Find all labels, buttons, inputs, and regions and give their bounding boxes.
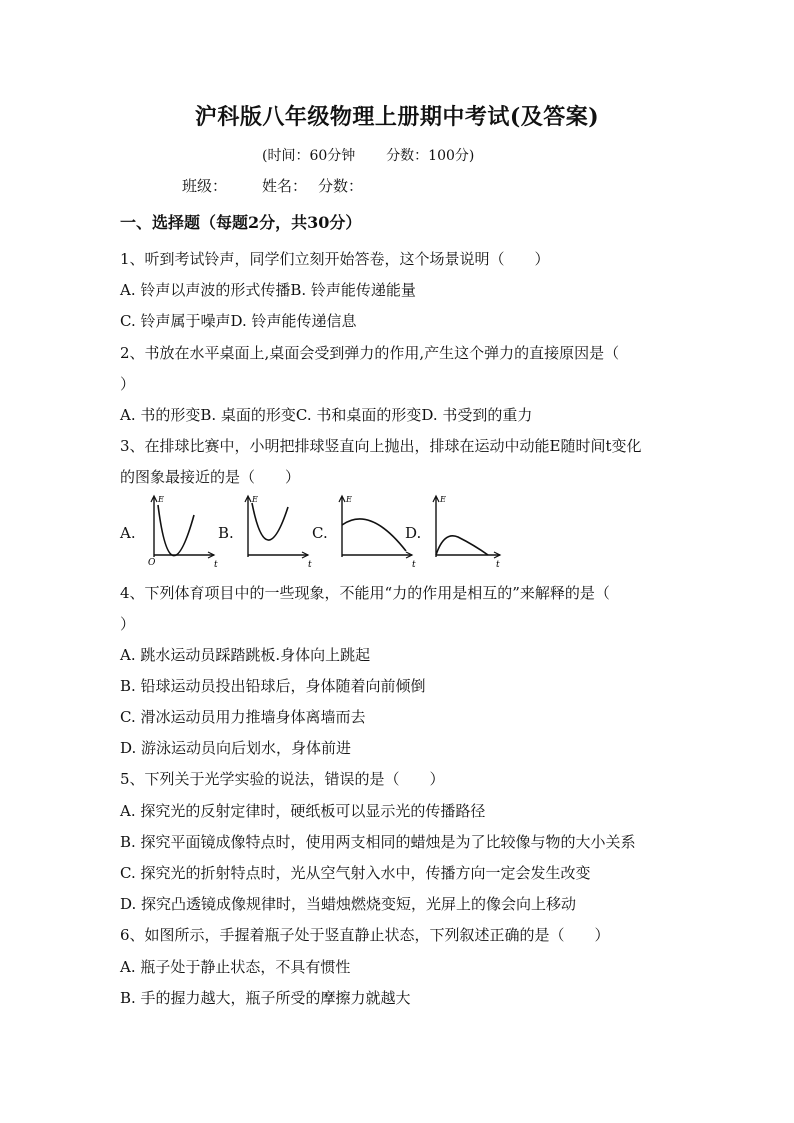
question-3-stem: 3、在排球比赛中，小明把排球竖直向上抛出，排球在运动中动能E随时间t变化 [120, 437, 642, 455]
exam-info [262, 145, 474, 165]
question-5-option-b: B. 探究平面镜成像特点时，使用两支相同的蜡烛是为了比较像与物的大小关系 [120, 833, 636, 851]
graph-b [242, 493, 312, 570]
graph-d-x-label: t [496, 560, 500, 570]
graph-a-x-label: t [214, 560, 218, 570]
graph-d [430, 493, 504, 570]
option-a-label: A. [120, 524, 136, 542]
option-c-label: C. [312, 524, 328, 542]
graph-a [148, 493, 218, 570]
option-b-label: B. [218, 524, 234, 542]
question-6-option-b: B. 手的握力越大，瓶子所受的摩擦力就越大 [120, 989, 411, 1007]
graph-a-curve [158, 505, 194, 556]
graph-d-curve [436, 536, 488, 555]
question-4-option-c: C. 滑冰运动员用力推墙身体离墙而去 [120, 708, 366, 726]
question-2-stem-cont: ） [120, 375, 136, 393]
question-4-option-b: B. 铅球运动员投出铅球后，身体随着向前倾倒 [120, 677, 426, 695]
section-heading: 一、选择题（每题2分，共30分） [120, 213, 362, 232]
graph-d-y-label: E [440, 495, 446, 504]
question-4-option-d: D. 游泳运动员向后划水，身体前进 [120, 739, 352, 757]
question-5-option-d: D. 探究凸透镜成像规律时，当蜡烛燃烧变短，光屏上的像会向上移动 [120, 895, 577, 913]
question-2-stem: 2、书放在水平桌面上,桌面会受到弹力的作用,产生这个弹力的直接原因是（ [120, 344, 620, 362]
graph-c-x-label: t [412, 560, 416, 570]
question-5-stem: 5、下列关于光学实验的说法，错误的是（ ） [120, 770, 445, 788]
class-label: 班级： [182, 177, 228, 195]
question-4-option-a: A. 跳水运动员踩踏跳板.身体向上跳起 [120, 646, 371, 664]
question-4-stem-cont: ） [120, 615, 136, 633]
exam-time: (时间：60分钟 [262, 148, 356, 164]
page-title: 沪科版八年级物理上册期中考试(及答案) [194, 104, 600, 130]
question-4-stem: 4、下列体育项目中的一些现象，不能用“力的作用是相互的”来解释的是（ [120, 584, 610, 602]
question-1-stem: 1、听到考试铃声，同学们立刻开始答卷，这个场景说明（ ） [120, 250, 550, 268]
graph-c-y-label: E [346, 495, 352, 504]
graph-b-curve [252, 503, 288, 540]
question-2-options: A. 书的形变B. 桌面的形变C. 书和桌面的形变D. 书受到的重力 [120, 406, 533, 424]
question-1-options-cd: C. 铃声属于噪声D. 铃声能传递信息 [120, 312, 357, 330]
graph-c [336, 493, 416, 570]
question-6-option-a: A. 瓶子处于静止状态，不具有惯性 [120, 958, 351, 976]
question-5-option-a: A. 探究光的反射定律时，硬纸板可以显示光的传播路径 [120, 802, 486, 820]
question-6-stem: 6、如图所示，手握着瓶子处于竖直静止状态，下列叙述正确的是（ ） [120, 926, 610, 944]
graph-a-origin: O [148, 558, 156, 568]
graph-c-curve [342, 519, 406, 551]
graph-b-x-label: t [308, 560, 312, 570]
question-3-stem-cont: 的图象最接近的是（ ） [120, 468, 301, 486]
graph-a-y-label: E [158, 495, 164, 504]
score-label: 分数： [318, 177, 364, 195]
option-d-label: D. [405, 524, 422, 542]
graph-b-y-label: E [252, 495, 258, 504]
name-label: 姓名： [262, 177, 308, 195]
exam-total-score: 分数：100分) [386, 148, 475, 164]
question-1-options-ab: A. 铃声以声波的形式传播B. 铃声能传递能量 [120, 281, 416, 299]
question-5-option-c: C. 探究光的折射特点时，光从空气射入水中，传播方向一定会发生改变 [120, 864, 591, 882]
